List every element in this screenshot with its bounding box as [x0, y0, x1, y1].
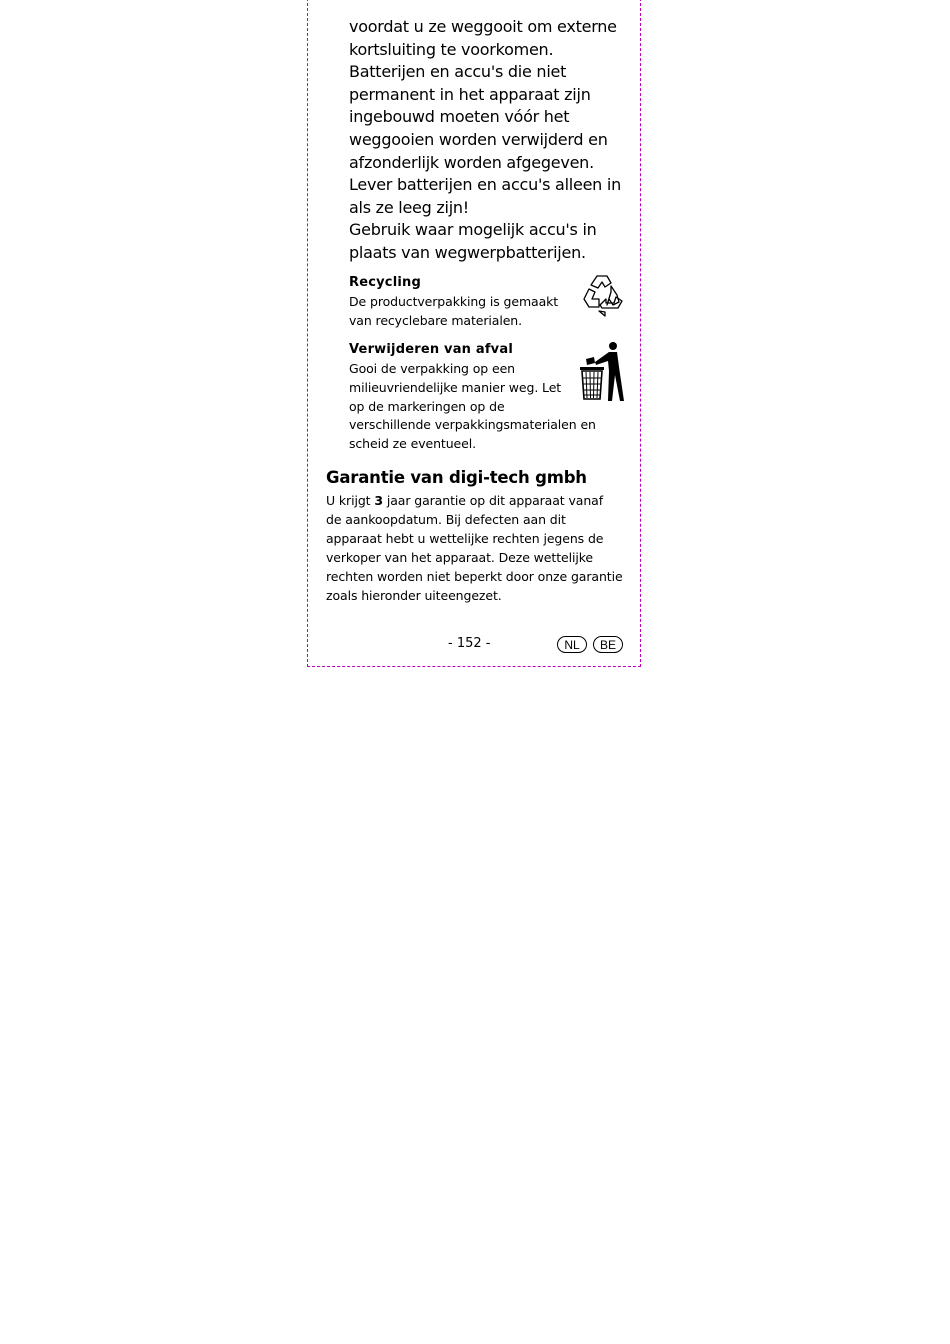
warranty-years: 3: [374, 493, 383, 508]
disposal-heading: Verwijderen van afval: [349, 342, 513, 357]
battery-disposal-text: [349, 16, 629, 265]
text-line: rechten worden niet beperkt door onze garantie: [326, 568, 623, 584]
recycle-icon: [578, 272, 626, 320]
page-number: - 152 -: [448, 636, 491, 651]
text-line: plaats van wegwerpbatterijen.: [349, 242, 586, 262]
warranty-text: [326, 492, 623, 605]
text-line: ingebouwd moeten vóór het: [349, 107, 570, 127]
trash-bin-person-icon: [578, 341, 626, 403]
text-line: scheid ze eventueel.: [349, 436, 476, 452]
text-line: permanent in het apparaat zijn: [349, 84, 591, 104]
text-line: op de markeringen op de: [349, 398, 505, 414]
manual-page: [307, 0, 641, 667]
text-line: kortsluiting te voorkomen.: [349, 39, 554, 59]
country-badge-be: BE: [593, 636, 623, 653]
text-fragment: U krijgt: [326, 493, 375, 508]
text-line: zoals hieronder uiteengezet.: [326, 587, 502, 603]
text-line: verkoper van het apparaat. Deze wettelijke: [326, 549, 593, 565]
text-line: milieuvriendelijke manier weg. Let: [349, 379, 562, 395]
text-line: Lever batterijen en accu's alleen in: [349, 175, 621, 195]
text-line: [326, 492, 623, 511]
country-badge-nl: NL: [557, 636, 587, 653]
text-line: Gooi de verpakking op een: [349, 361, 515, 376]
recycling-text: [349, 293, 558, 331]
text-line: Gebruik waar mogelijk accu's in: [349, 220, 597, 240]
text-line: verschillende verpakkingsmaterialen en: [349, 417, 596, 433]
text-fragment: jaar garantie op dit apparaat vanaf: [382, 493, 604, 508]
text-line: als ze leeg zijn!: [349, 197, 469, 217]
text-line: De productverpakking is gemaakt: [349, 294, 559, 309]
text-line: voordat u ze weggooit om externe: [349, 17, 617, 36]
text-line: van recyclebare materialen.: [349, 312, 522, 328]
text-line: weggooien worden verwijderd en: [349, 129, 608, 149]
recycling-heading: Recycling: [349, 275, 421, 290]
disposal-text: [349, 360, 596, 454]
text-line: Batterijen en accu's die niet: [349, 62, 567, 82]
text-line: de aankoopdatum. Bij defecten aan dit: [326, 511, 566, 527]
text-line: apparaat hebt u wettelijke rechten jegens de: [326, 530, 604, 546]
text-line: afzonderlijk worden afgegeven.: [349, 152, 594, 172]
warranty-heading: Garantie van digi-tech gmbh: [326, 468, 587, 487]
